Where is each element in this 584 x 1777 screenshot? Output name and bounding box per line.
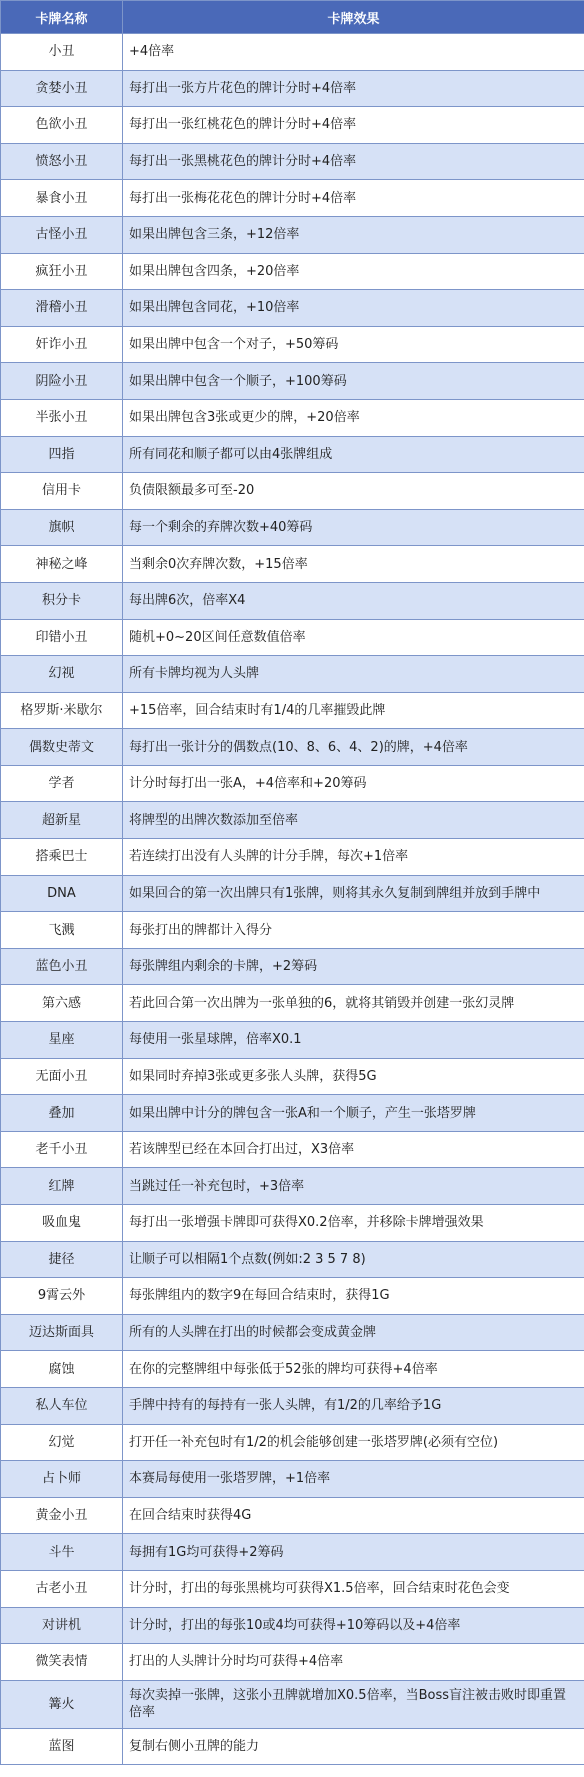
card-name-cell: 偶数史蒂文 — [1, 729, 123, 766]
card-name-cell: 篝火 — [1, 1680, 123, 1728]
table-row — [1, 326, 584, 363]
table-row — [1, 1728, 584, 1765]
table-row — [1, 1241, 584, 1278]
table-row — [1, 143, 584, 180]
card-effect-cell: 若此回合第一次出牌为一张单独的6，就将其销毁并创建一张幻灵牌 — [123, 985, 584, 1022]
table-row — [1, 1095, 584, 1132]
card-effect-cell: 打出的人头牌计分时均可获得+4倍率 — [123, 1644, 584, 1681]
header-card-effect: 卡牌效果 — [123, 1, 584, 34]
card-name-cell: 古老小丑 — [1, 1570, 123, 1607]
table-row — [1, 1168, 584, 1205]
table-row — [1, 1680, 584, 1728]
card-effect-cell: +15倍率，回合结束时有1/4的几率摧毁此牌 — [123, 692, 584, 729]
card-name-cell: 对讲机 — [1, 1607, 123, 1644]
table-row — [1, 1314, 584, 1351]
table-row — [1, 1607, 584, 1644]
table-row — [1, 180, 584, 217]
table-row — [1, 656, 584, 693]
card-name-cell: 格罗斯·米歇尔 — [1, 692, 123, 729]
card-effect-cell: 每拥有1G均可获得+2筹码 — [123, 1534, 584, 1571]
card-effect-cell: 打开任一补充包时有1/2的机会能够创建一张塔罗牌(必须有空位) — [123, 1424, 584, 1461]
card-name-cell: 贪婪小丑 — [1, 70, 123, 107]
table-row — [1, 912, 584, 949]
card-effect-cell: 所有同花和顺子都可以由4张牌组成 — [123, 436, 584, 473]
table-row — [1, 582, 584, 619]
card-effect-cell: 如果出牌中包含一个顺子，+100筹码 — [123, 363, 584, 400]
card-effect-cell: 每出牌6次，倍率X4 — [123, 582, 584, 619]
card-effect-cell: 所有卡牌均视为人头牌 — [123, 656, 584, 693]
table-row — [1, 399, 584, 436]
card-name-cell: 印错小丑 — [1, 619, 123, 656]
card-effect-cell: 每打出一张红桃花色的牌计分时+4倍率 — [123, 107, 584, 144]
card-name-cell: 阴险小丑 — [1, 363, 123, 400]
card-effect-cell: 如果回合的第一次出牌只有1张牌，则将其永久复制到牌组并放到手牌中 — [123, 875, 584, 912]
card-effect-cell: 如果出牌中计分的牌包含一张A和一个顺子，产生一张塔罗牌 — [123, 1095, 584, 1132]
table-body — [1, 34, 584, 1765]
card-name-cell: 捷径 — [1, 1241, 123, 1278]
card-effect-cell: 每一个剩余的弃牌次数+40筹码 — [123, 509, 584, 546]
card-name-cell: 无面小丑 — [1, 1058, 123, 1095]
card-name-cell: 积分卡 — [1, 582, 123, 619]
table-row — [1, 1205, 584, 1242]
card-effect-cell: 当剩余0次弃牌次数，+15倍率 — [123, 546, 584, 583]
table-row — [1, 363, 584, 400]
table-row — [1, 1131, 584, 1168]
table-row — [1, 436, 584, 473]
card-effect-cell: 每打出一张方片花色的牌计分时+4倍率 — [123, 70, 584, 107]
card-name-cell: 蓝色小丑 — [1, 948, 123, 985]
card-effect-cell: 在你的完整牌组中每张低于52张的牌均可获得+4倍率 — [123, 1351, 584, 1388]
card-name-cell: 蓝图 — [1, 1728, 123, 1765]
card-name-cell: 信用卡 — [1, 473, 123, 510]
card-name-cell: 古怪小丑 — [1, 216, 123, 253]
table-row — [1, 253, 584, 290]
table-row — [1, 948, 584, 985]
card-effect-cell: 计分时，打出的每张10或4均可获得+10筹码以及+4倍率 — [123, 1607, 584, 1644]
card-effect-cell: 所有的人头牌在打出的时候都会变成黄金牌 — [123, 1314, 584, 1351]
card-effect-cell: 若连续打出没有人头牌的计分手牌，每次+1倍率 — [123, 839, 584, 876]
card-effect-cell: 每打出一张黑桃花色的牌计分时+4倍率 — [123, 143, 584, 180]
table-row — [1, 216, 584, 253]
card-effect-cell: 负债限额最多可至-20 — [123, 473, 584, 510]
card-name-cell: 叠加 — [1, 1095, 123, 1132]
card-effect-cell: 每张牌组内的数字9在每回合结束时，获得1G — [123, 1278, 584, 1315]
card-effect-cell: 若该牌型已经在本回合打出过，X3倍率 — [123, 1131, 584, 1168]
card-effect-cell: 如果出牌包含三条，+12倍率 — [123, 216, 584, 253]
table-row — [1, 546, 584, 583]
card-name-cell: 疯狂小丑 — [1, 253, 123, 290]
table-row — [1, 765, 584, 802]
card-name-cell: 超新星 — [1, 802, 123, 839]
card-name-cell: 9霄云外 — [1, 1278, 123, 1315]
card-name-cell: 斗牛 — [1, 1534, 123, 1571]
card-name-cell: 半张小丑 — [1, 399, 123, 436]
table-row — [1, 107, 584, 144]
card-name-cell: 红牌 — [1, 1168, 123, 1205]
card-name-cell: 占卜师 — [1, 1461, 123, 1498]
card-name-cell: 迈达斯面具 — [1, 1314, 123, 1351]
card-name-cell: 神秘之峰 — [1, 546, 123, 583]
card-name-cell: 旗帜 — [1, 509, 123, 546]
card-effect-cell: 如果出牌包含四条，+20倍率 — [123, 253, 584, 290]
card-effect-cell: 如果同时弃掉3张或更多张人头牌，获得5G — [123, 1058, 584, 1095]
table-row — [1, 473, 584, 510]
card-name-cell: 飞溅 — [1, 912, 123, 949]
table-row — [1, 1461, 584, 1498]
table-row — [1, 1497, 584, 1534]
table-row — [1, 1424, 584, 1461]
card-effect-cell: 手牌中持有的每持有一张人头牌，有1/2的几率给予1G — [123, 1387, 584, 1424]
table-row — [1, 1570, 584, 1607]
card-effect-cell: 如果出牌包含3张或更少的牌，+20倍率 — [123, 399, 584, 436]
table-row — [1, 1022, 584, 1059]
card-effect-cell: 当跳过任一补充包时，+3倍率 — [123, 1168, 584, 1205]
table-row — [1, 875, 584, 912]
table-row — [1, 290, 584, 327]
card-name-cell: 微笑表情 — [1, 1644, 123, 1681]
table-row — [1, 985, 584, 1022]
table-row — [1, 1058, 584, 1095]
table-header-row — [1, 1, 584, 34]
table-row — [1, 1351, 584, 1388]
header-card-name: 卡牌名称 — [1, 1, 123, 34]
table-row — [1, 692, 584, 729]
card-name-cell: 星座 — [1, 1022, 123, 1059]
card-name-cell: 学者 — [1, 765, 123, 802]
card-effect-cell: 本赛局每使用一张塔罗牌，+1倍率 — [123, 1461, 584, 1498]
card-effect-cell: 计分时，打出的每张黑桃均可获得X1.5倍率，回合结束时花色会变 — [123, 1570, 584, 1607]
card-name-cell: 暴食小丑 — [1, 180, 123, 217]
table-row — [1, 619, 584, 656]
card-effect-cell: 复制右侧小丑牌的能力 — [123, 1728, 584, 1765]
card-effect-cell: 每张打出的牌都计入得分 — [123, 912, 584, 949]
card-effect-cell: 每使用一张星球牌，倍率X0.1 — [123, 1022, 584, 1059]
card-effect-cell: 每打出一张计分的偶数点(10、8、6、4、2)的牌，+4倍率 — [123, 729, 584, 766]
table-row — [1, 839, 584, 876]
card-name-cell: 色欲小丑 — [1, 107, 123, 144]
card-effect-cell: 在回合结束时获得4G — [123, 1497, 584, 1534]
table-row — [1, 509, 584, 546]
card-name-cell: DNA — [1, 875, 123, 912]
card-effect-cell: 计分时每打出一张A，+4倍率和+20筹码 — [123, 765, 584, 802]
card-effect-cell: 将牌型的出牌次数添加至倍率 — [123, 802, 584, 839]
card-name-cell: 搭乘巴士 — [1, 839, 123, 876]
card-name-cell: 腐蚀 — [1, 1351, 123, 1388]
card-name-cell: 小丑 — [1, 34, 123, 71]
card-name-cell: 黄金小丑 — [1, 1497, 123, 1534]
card-name-cell: 吸血鬼 — [1, 1205, 123, 1242]
card-effect-cell: 随机+0~20区间任意数值倍率 — [123, 619, 584, 656]
card-name-cell: 幻视 — [1, 656, 123, 693]
card-name-cell: 愤怒小丑 — [1, 143, 123, 180]
card-name-cell: 私人车位 — [1, 1387, 123, 1424]
card-effect-cell: 如果出牌中包含一个对子，+50筹码 — [123, 326, 584, 363]
card-effect-cell: 每打出一张梅花花色的牌计分时+4倍率 — [123, 180, 584, 217]
table-row — [1, 1387, 584, 1424]
card-name-cell: 奸诈小丑 — [1, 326, 123, 363]
card-effect-cell: 如果出牌包含同花，+10倍率 — [123, 290, 584, 327]
card-name-cell: 第六感 — [1, 985, 123, 1022]
table-row — [1, 802, 584, 839]
card-effect-cell: 每张牌组内剩余的卡牌，+2筹码 — [123, 948, 584, 985]
table-row — [1, 729, 584, 766]
table-row — [1, 1278, 584, 1315]
card-name-cell: 滑稽小丑 — [1, 290, 123, 327]
table-row — [1, 1534, 584, 1571]
card-name-cell: 四指 — [1, 436, 123, 473]
card-name-cell: 老千小丑 — [1, 1131, 123, 1168]
card-effect-cell: 每次卖掉一张牌，这张小丑牌就增加X0.5倍率，当Boss盲注被击败时即重置倍率 — [123, 1680, 584, 1728]
card-effect-cell: +4倍率 — [123, 34, 584, 71]
card-effect-cell: 每打出一张增强卡牌即可获得X0.2倍率，并移除卡牌增强效果 — [123, 1205, 584, 1242]
card-effect-cell: 让顺子可以相隔1个点数(例如:2 3 5 7 8) — [123, 1241, 584, 1278]
card-name-cell: 幻觉 — [1, 1424, 123, 1461]
table-row — [1, 1644, 584, 1681]
table-row — [1, 70, 584, 107]
table-row — [1, 34, 584, 71]
